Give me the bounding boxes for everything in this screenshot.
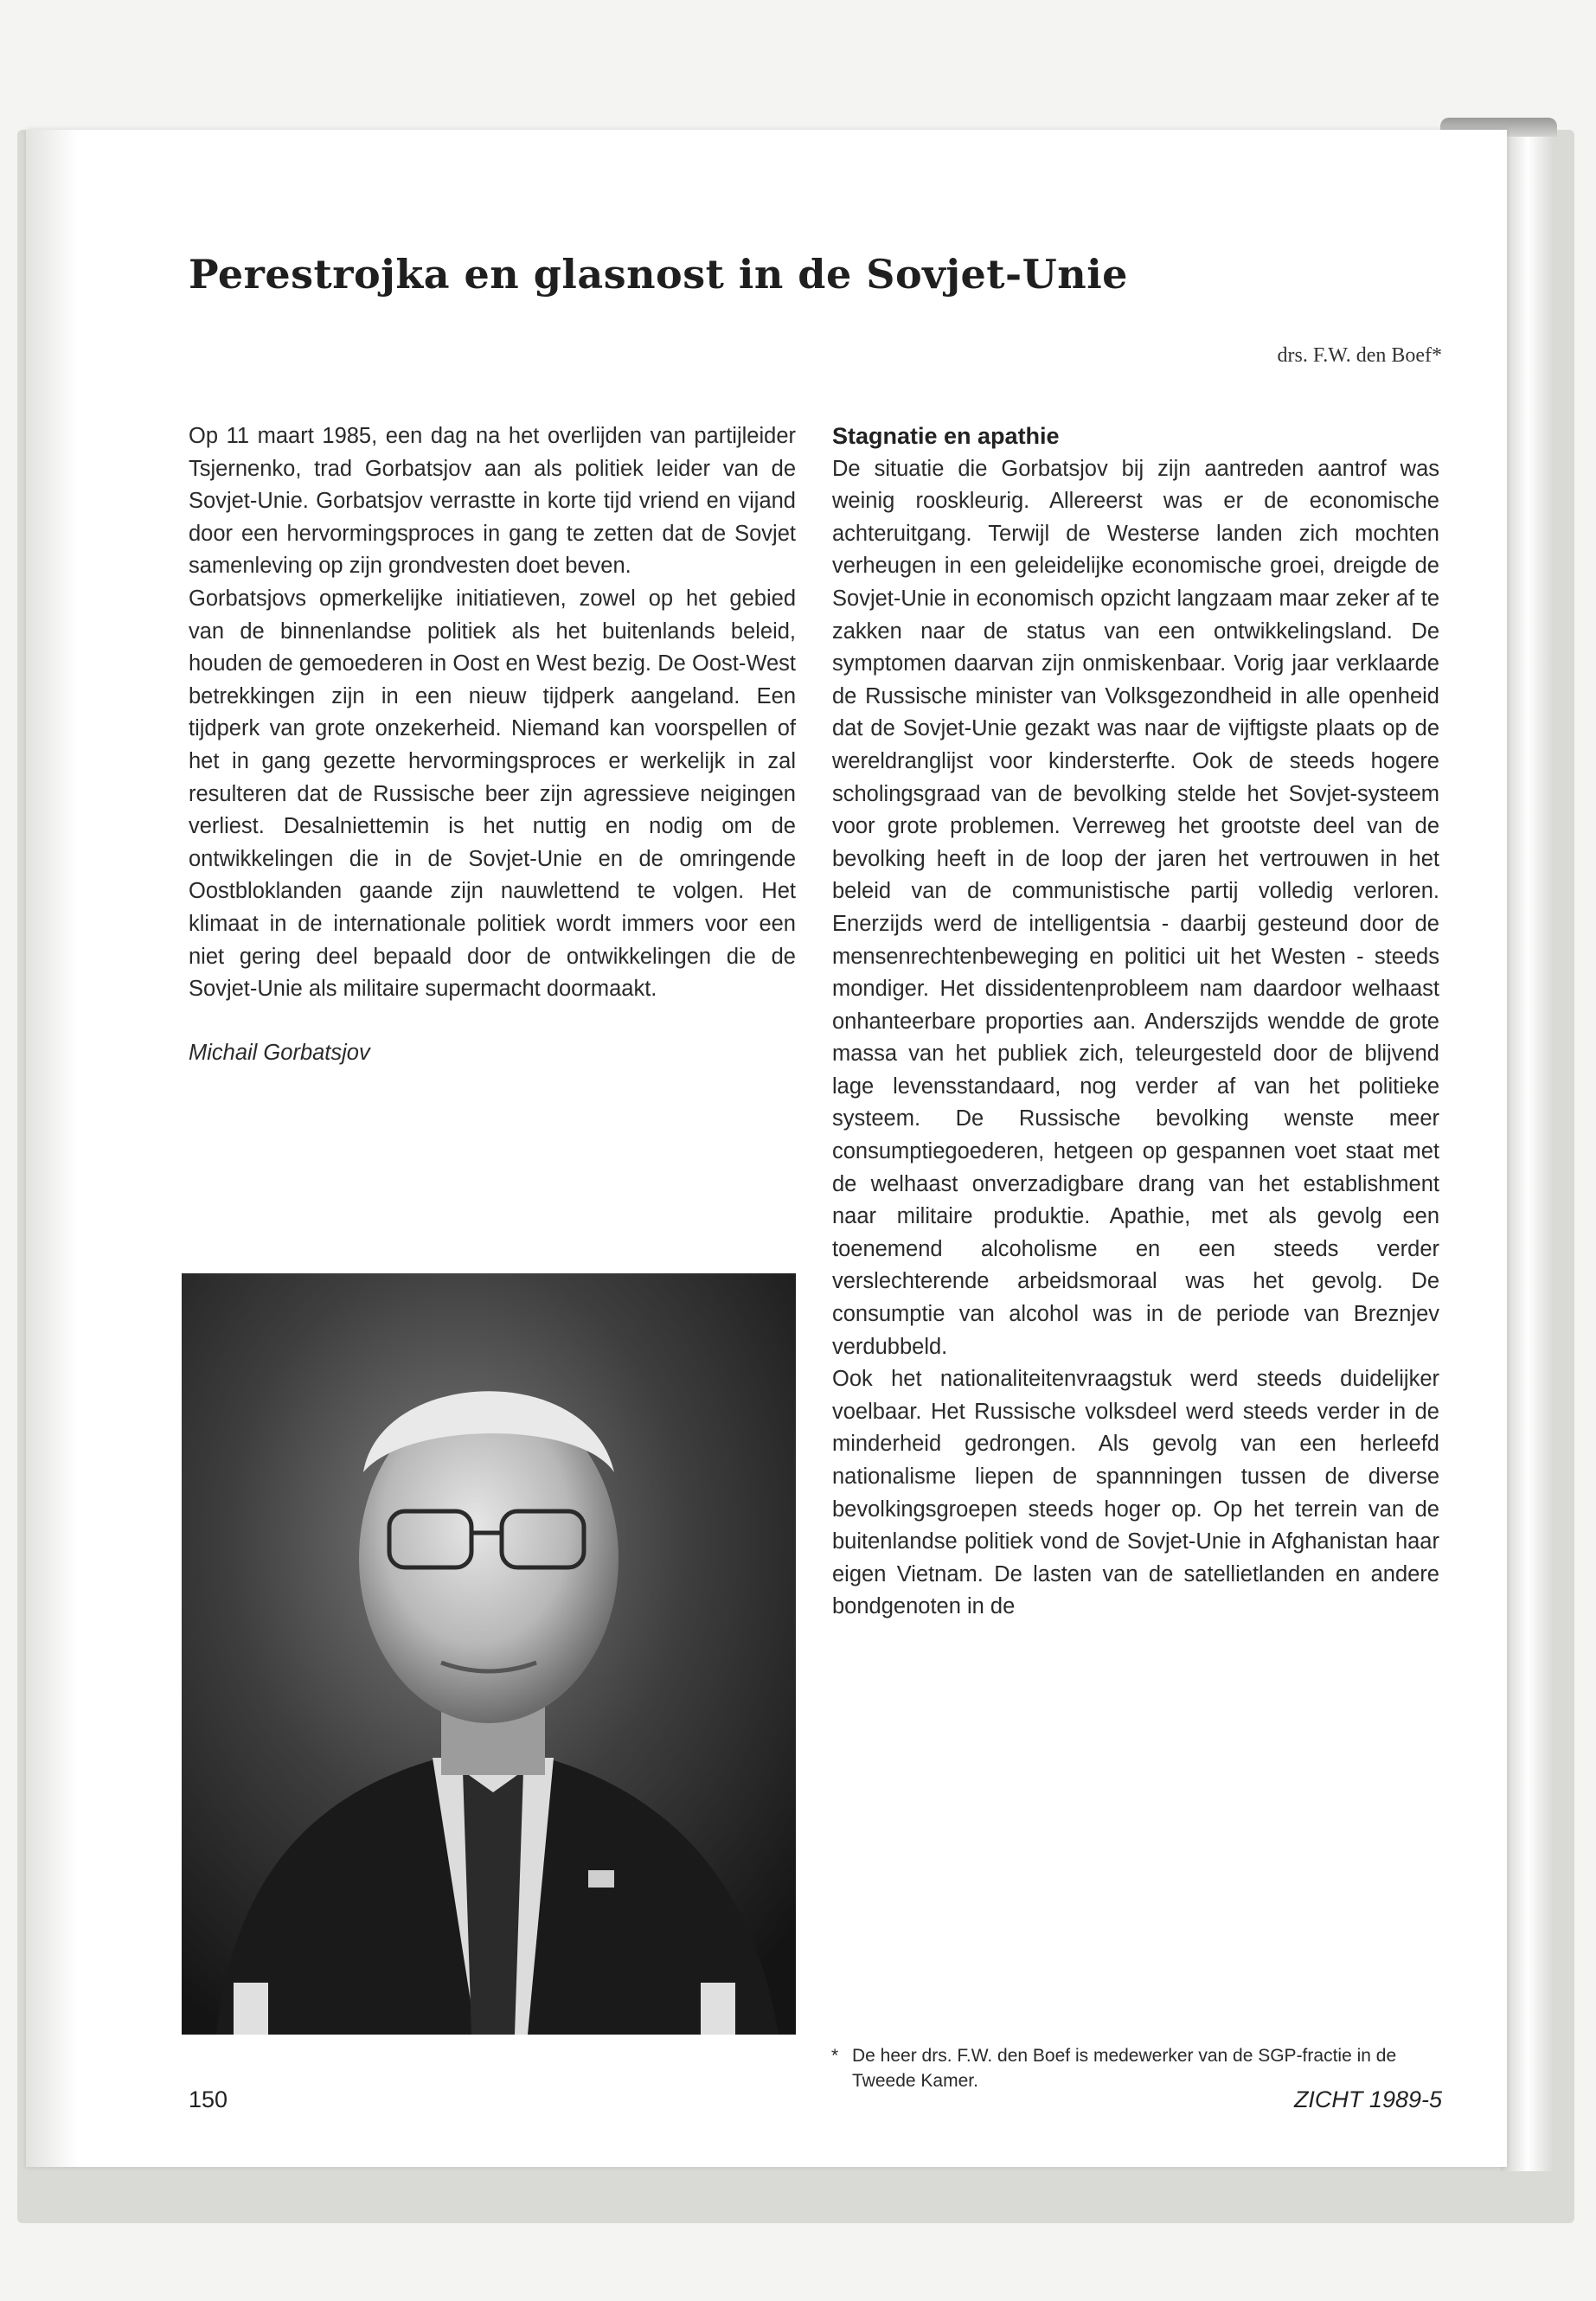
footnote-marker: * <box>831 2046 839 2066</box>
paragraph: Op 11 maart 1985, een dag na het overlijden van partijleider Tsjernenko, trad Gorbatsjov aan als politiek leider van de Sovjet-Unie. Gorbatsjov verrastte in korte tijd vriend en vijand door een hervormingsproces in gang te zetten dat de Sovjet samenleving op zijn grondvesten doet beven. <box>189 424 796 579</box>
portrait-photo <box>182 1273 796 2035</box>
portrait-illustration <box>182 1273 796 2035</box>
book-spine <box>1501 121 1554 2171</box>
magazine-page <box>26 130 1507 2167</box>
paragraph: Gorbatsjovs opmerkelijke initiatieven, zowel op het gebied van de binnenlandse politiek als het buitenlands beleid, houden de gemoederen in Oost en West bezig. De Oost-West betrekkingen zijn in een nieuw tijdperk aangeland. Een tijdperk van grote onzekerheid. Niemand kan voorspellen of het in gang gezette hervormingsproces er werkelijk in zal resulteren dat de Russische beer zijn agressieve neigingen verliest. Desalniettemin is het nuttig en nodig om de ontwikkelingen die in de Sovjet-Unie en de omringende Oostbloklanden gaande zijn nauwlettend te volgen. Het klimaat in de internationale politiek wordt immers voor een niet gering deel bepaald door de ontwikkelingen die de Sovjet-Unie als militaire supermacht doormaakt. <box>189 586 796 1002</box>
photo-caption: Michail Gorbatsjov <box>189 1040 370 1065</box>
article-title: Perestrojka en glasnost in de Sovjet-Unie <box>189 251 1128 298</box>
right-column <box>832 420 1439 1624</box>
page-number: 150 <box>189 2086 228 2112</box>
footnote-text: De heer drs. F.W. den Boef is medewerker van de SGP-fractie in de Tweede Kamer. <box>852 2046 1397 2091</box>
left-column <box>189 420 796 1069</box>
article-author: drs. F.W. den Boef* <box>1277 344 1442 367</box>
page-gutter <box>26 130 78 2167</box>
paragraph: De situatie die Gorbatsjov bij zijn aantreden aantrof was weinig rooskleurig. Allereerst was er de economische achteruitgang. Terwijl de Westerse landen zich mochten verheugen in een geleidelijke economische groei, dreigde de Sovjet-Unie in economisch opzicht langzaam maar zeker af te zakken naar de status van een ontwikkelingsland. De symptomen daarvan zijn onmiskenbaar. Vorig jaar verklaarde de Russische minister van Volksgezondheid in alle openheid dat de Sovjet-Unie gezakt was naar de vijftigste plaats op de wereldranglijst voor kindersterfte. Ook de steeds hogere scholingsgraad van de bevolking stelde het Sovjet-systeem voor grote problemen. Verreweg het grootste deel van de bevolking heeft in de loop der jaren het vertrouwen in het beleid van de communistische partij volledig verloren. Enerzijds werd de intelligentsia - daarbij gesteund door de mensenrechtenbeweging en politici uit het Westen - steeds mondiger. Het dissidentenprobleem nam daardoor welhaast onhanteerbare proporties aan. Anderszijds wendde de grote massa van het publiek zich, teleurgesteld door de blijvend lage levensstandaard, nog verder af van het politieke systeem. De Russische bevolking wenste meer consumptiegoederen, hetgeen op gespannen voet staat met de welhaast onverzadigbare drang van het establishment naar militaire produktie. Apathie, met als gevolg een toenemend alcoholisme en een steeds verder verslechterende arbeidsmoraal was het gevolg. De consumptie van alcohol was in de periode van Breznjev verdubbeld. <box>832 456 1439 1359</box>
journal-issue: ZICHT 1989-5 <box>1293 2086 1442 2112</box>
paragraph: Ook het nationaliteitenvraagstuk werd steeds duidelijker voelbaar. Het Russische volksdeel werd steeds verder in de minderheid gedrongen. Als gevolg van een herleefd nationalisme liepen de spannningen tussen de diverse bevolkingsgroepen steeds hoger op. Op het terrein van de buitenlandse politiek vond de Sovjet-Unie in Afghanistan haar eigen Vietnam. De lasten van de satellietlanden en andere bondgenoten in de <box>832 1367 1439 1619</box>
section-heading: Stagnatie en apathie <box>832 423 1060 449</box>
